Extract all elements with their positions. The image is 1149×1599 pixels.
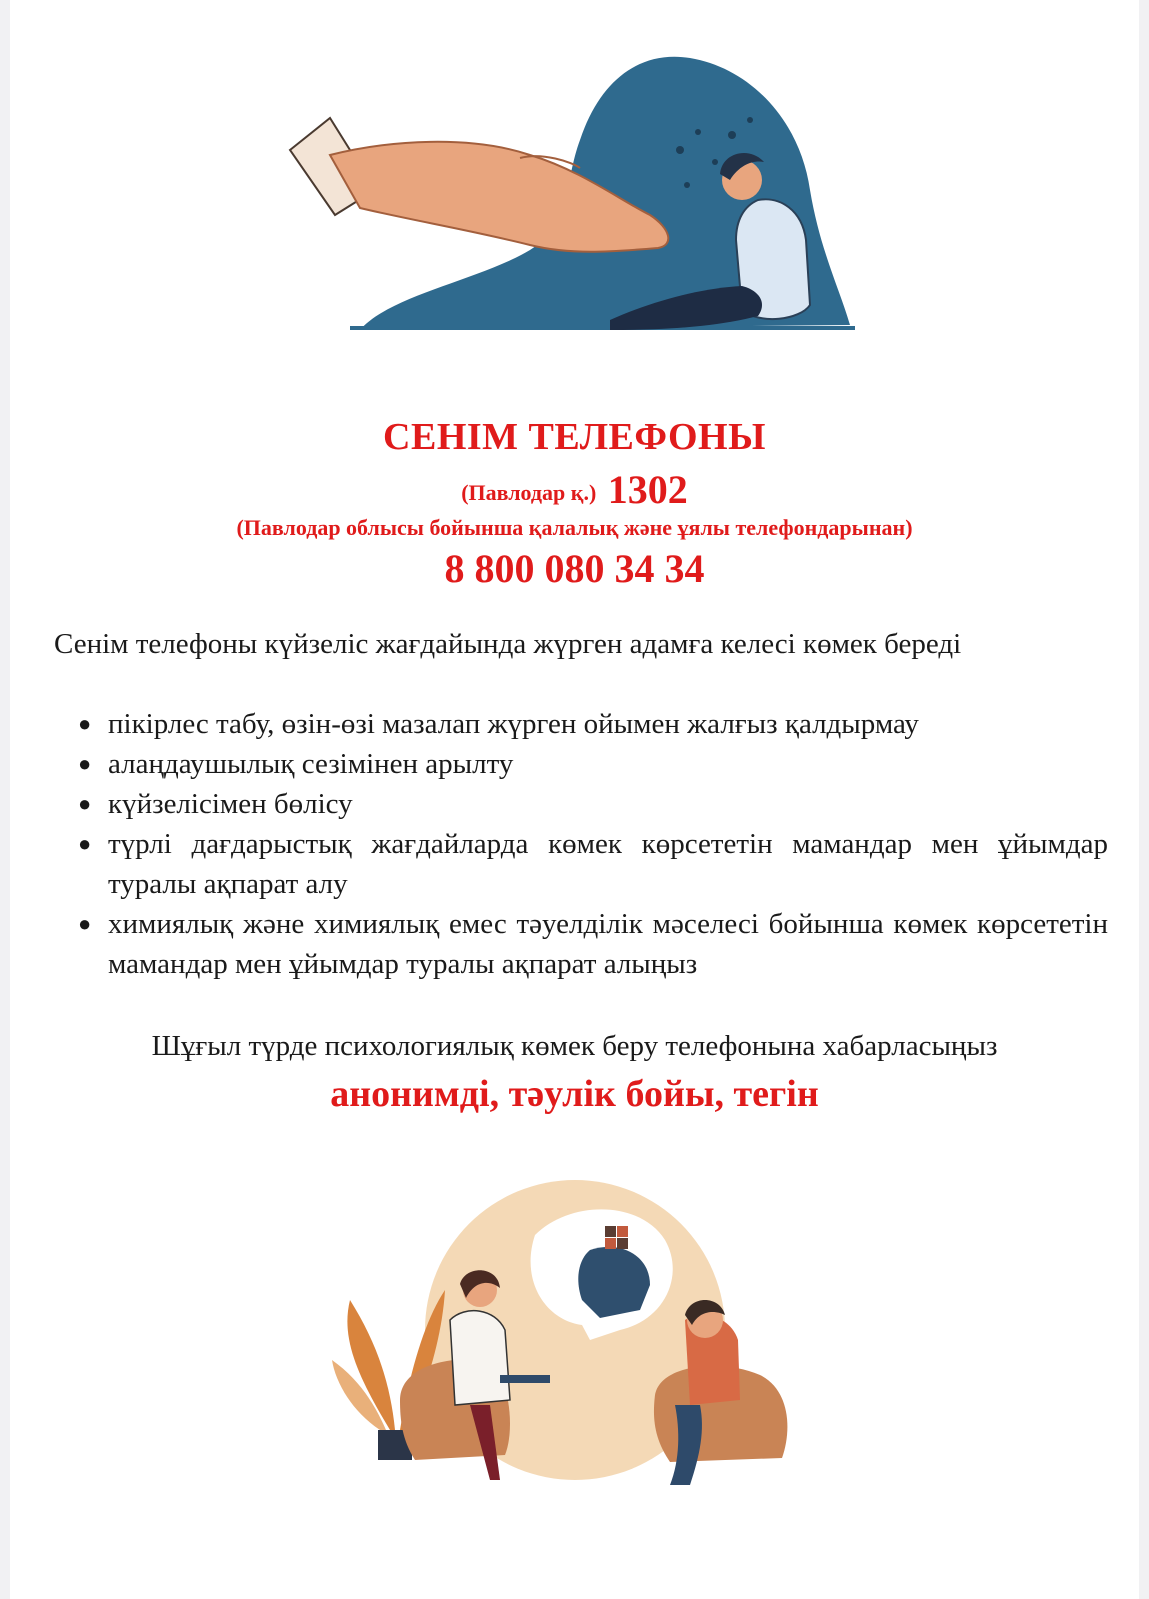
list-item: ● күйзелісімен бөлісу (78, 784, 1108, 824)
hotline-title: СЕНІМ ТЕЛЕФОНЫ (383, 416, 766, 458)
benefits-list (78, 704, 1108, 984)
callout-emphasis: анонимді, тәулік бойы, тегін (330, 1073, 819, 1115)
city-hotline-line (0, 466, 1149, 513)
city-label: (Павлодар қ.) (461, 480, 597, 505)
helping-hand-illustration (280, 40, 870, 350)
list-item: ● алаңдаушылық сезімінен арылту (78, 744, 1108, 784)
region-hotline-label: (Павлодар облысы бойынша қалалық және ұялы телефондарынан) (236, 515, 913, 540)
intro-paragraph: Сенім телефоны күйзеліс жағдайында жүрген адамға келесі көмек береді (54, 628, 962, 660)
callout-text: Шұғыл түрде психологиялық көмек беру телефонына хабарласыңыз (151, 1030, 998, 1062)
left-edge (0, 0, 10, 1599)
region-phone-number[interactable]: 8 800 080 34 34 (444, 546, 705, 591)
list-item: ● түрлі дағдарыстық жағдайларда көмек көрсететін мамандар мен ұйымдар туралы ақпарат алу (78, 824, 1108, 904)
city-phone-number[interactable]: 1302 (607, 467, 688, 512)
list-item: ● химиялық және химиялық емес тәуелділік мәселесі бойынша көмек көрсететін мамандар мен ұйымдар туралы ақпарат алыңыз (78, 904, 1108, 984)
psychologist-session-illustration (320, 1180, 830, 1510)
list-item: ● пікірлес табу, өзін-өзі мазалап жүрген ойымен жалғыз қалдырмау (78, 704, 1108, 744)
right-edge (1139, 0, 1149, 1599)
